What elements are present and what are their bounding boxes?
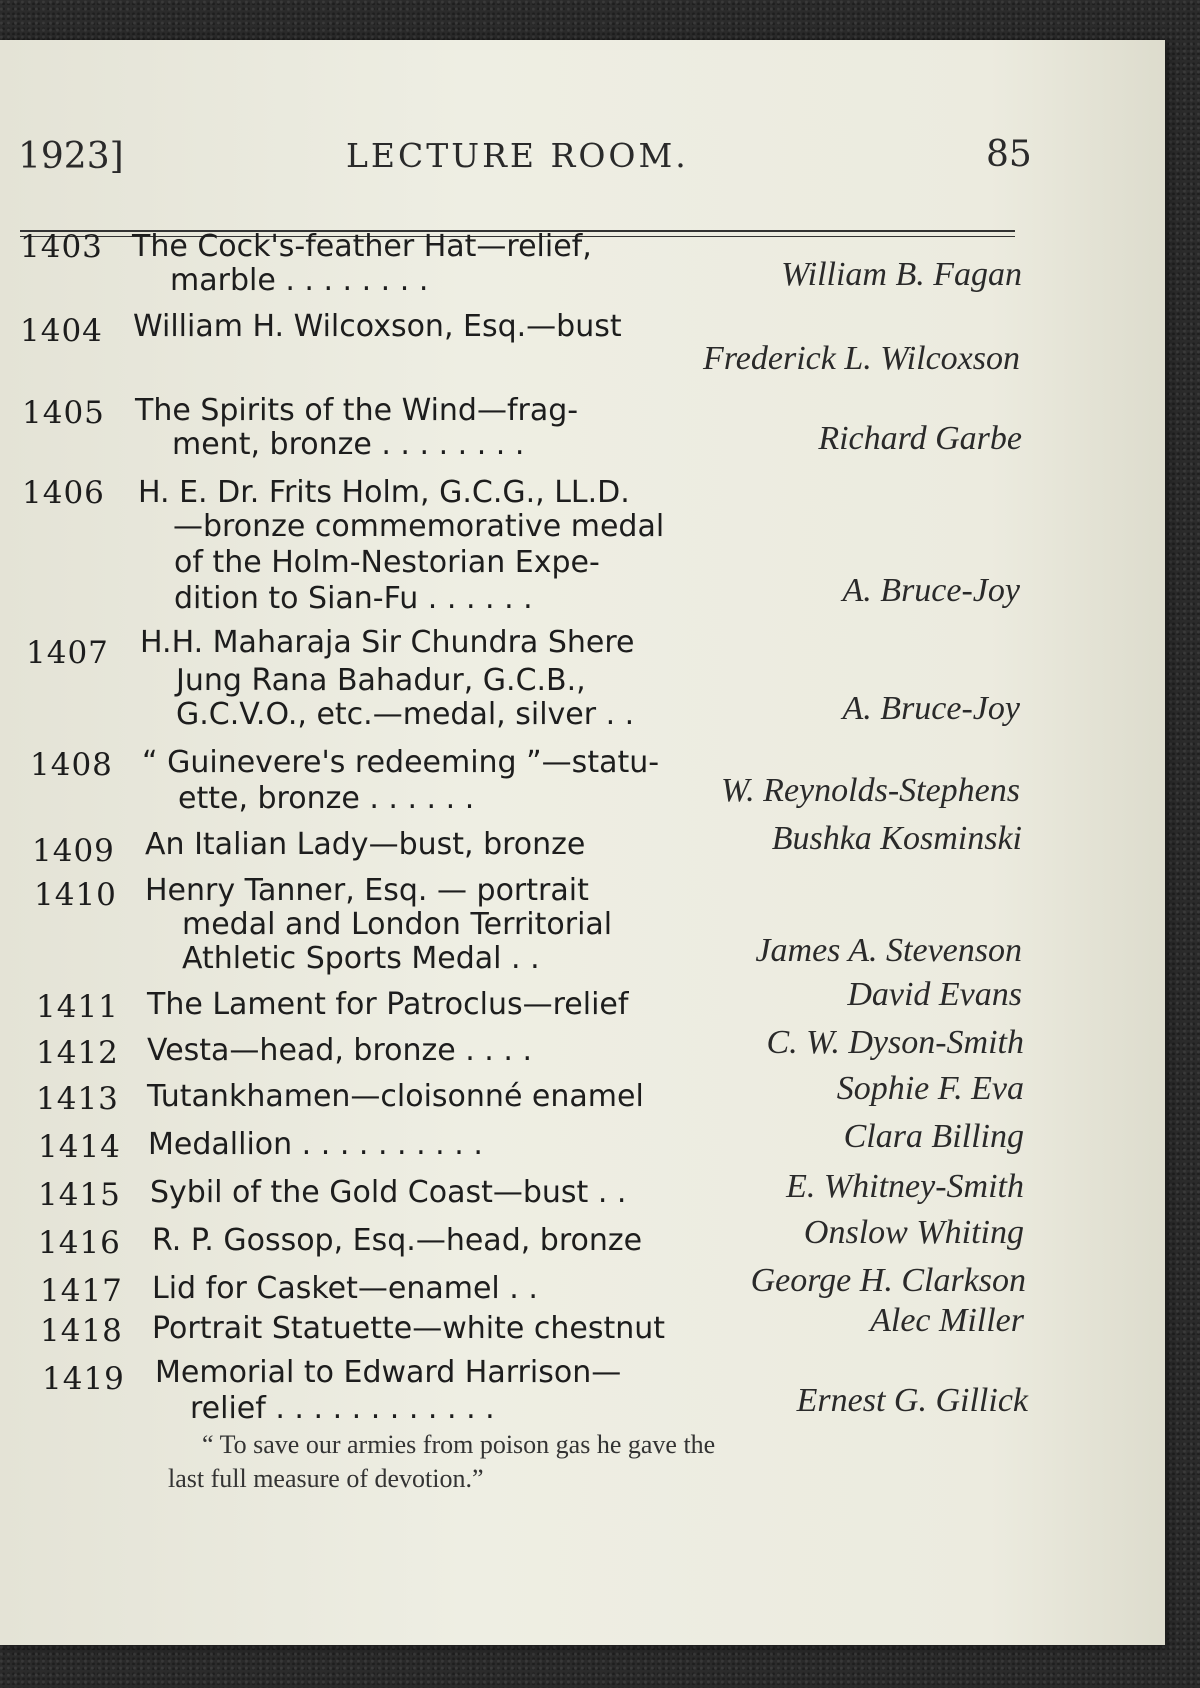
entry-title: Lid for Casket—enamel . . <box>152 1271 538 1306</box>
entry-title-cont: —bronze commemorative medal <box>173 509 665 544</box>
entry-title: Tutankhamen—cloisonné enamel <box>147 1079 644 1114</box>
entry-artist: James A. Stevenson <box>755 932 1022 969</box>
header-year: 1923] <box>18 136 124 177</box>
entry-artist: Richard Garbe <box>818 420 1022 457</box>
entry-title: An Italian Lady—bust, bronze <box>145 827 586 862</box>
entry-title-cont: relief . . . . . . . . . . . . <box>190 1391 495 1426</box>
entry-number: 1414 <box>38 1129 121 1165</box>
entry-artist: Frederick L. Wilcoxson <box>703 340 1020 377</box>
entry-artist: W. Reynolds-Stephens <box>720 772 1020 809</box>
page-title: LECTURE ROOM. <box>346 136 689 175</box>
entry-number: 1412 <box>36 1035 119 1071</box>
entry-title: Sybil of the Gold Coast—bust . . <box>150 1175 627 1210</box>
entry-artist: Ernest G. Gillick <box>796 1382 1028 1419</box>
entry-artist: Bushka Kosminski <box>771 820 1022 857</box>
entry-number: 1408 <box>30 747 113 783</box>
entry-number: 1416 <box>38 1225 121 1261</box>
entry-title: Henry Tanner, Esq. — portrait <box>145 873 589 908</box>
entry-number: 1403 <box>20 229 103 265</box>
quote-line-2: last full measure of devotion.” <box>168 1464 484 1493</box>
entry-title-cont: marble . . . . . . . . <box>170 263 429 298</box>
entry-artist: Onslow Whiting <box>803 1214 1024 1251</box>
entry-title: R. P. Gossop, Esq.—head, bronze <box>152 1223 643 1258</box>
entry-title: The Lament for Patroclus—relief <box>147 987 629 1022</box>
entry-title: Memorial to Edward Harrison— <box>155 1355 622 1390</box>
entry-number: 1410 <box>34 877 117 913</box>
entry-title: H.H. Maharaja Sir Chundra Shere <box>140 625 635 660</box>
page-header <box>18 134 1032 196</box>
entry-title: William H. Wilcoxson, Esq.—bust <box>133 309 622 344</box>
entry-title: “ Guinevere's redeeming ”—statu- <box>142 745 660 780</box>
entry-title: The Spirits of the Wind—frag- <box>135 393 579 428</box>
entry-title-cont: Jung Rana Bahadur, G.C.B., <box>176 663 586 698</box>
entry-title-cont: ment, bronze . . . . . . . . <box>172 427 525 462</box>
entry-title-cont: medal and London Territorial <box>182 907 613 942</box>
entry-number: 1411 <box>36 989 119 1025</box>
entry-artist: E. Whitney-Smith <box>786 1168 1024 1205</box>
entry-title-cont: ette, bronze . . . . . . <box>178 781 475 816</box>
entry-number: 1418 <box>40 1313 123 1349</box>
entry-number: 1406 <box>22 475 105 511</box>
entry-number: 1413 <box>36 1081 119 1117</box>
entry-artist: A. Bruce-Joy <box>842 572 1020 609</box>
entry-number: 1409 <box>32 833 115 869</box>
entry-title: Portrait Statuette—white chestnut <box>152 1311 666 1346</box>
entry-number: 1419 <box>42 1361 125 1397</box>
entry-artist: David Evans <box>847 976 1022 1013</box>
entry-artist: C. W. Dyson-Smith <box>766 1024 1024 1061</box>
entry-title: The Cock's-feather Hat—relief, <box>132 229 592 264</box>
entry-artist: George H. Clarkson <box>750 1262 1026 1299</box>
entry-title-cont: Athletic Sports Medal . . <box>182 941 540 976</box>
entry-artist: Clara Billing <box>843 1118 1024 1155</box>
entry-number: 1405 <box>22 395 105 431</box>
entry-number: 1417 <box>40 1273 123 1309</box>
entry-title-cont: G.C.V.O., etc.—medal, silver . . <box>176 697 635 732</box>
entry-title-cont: dition to Sian-Fu . . . . . . <box>174 581 533 616</box>
entry-title-cont: of the Holm-Nestorian Expe- <box>174 545 600 580</box>
quote-line-1: “ To save our armies from poison gas he gave the <box>202 1430 716 1459</box>
entry-number: 1404 <box>20 313 103 349</box>
entry-artist: Sophie F. Eva <box>836 1070 1024 1107</box>
page-number: 85 <box>986 134 1032 175</box>
entry-artist: Alec Miller <box>870 1302 1024 1339</box>
entry-title: H. E. Dr. Frits Holm, G.C.G., LL.D. <box>138 475 630 510</box>
entry-artist: William B. Fagan <box>781 256 1022 293</box>
entry-title: Vesta—head, bronze . . . . <box>147 1033 532 1068</box>
entry-number: 1407 <box>26 635 109 671</box>
entry-title: Medallion . . . . . . . . . . <box>148 1127 483 1162</box>
entry-artist: A. Bruce-Joy <box>842 690 1020 727</box>
entry-number: 1415 <box>38 1177 121 1213</box>
